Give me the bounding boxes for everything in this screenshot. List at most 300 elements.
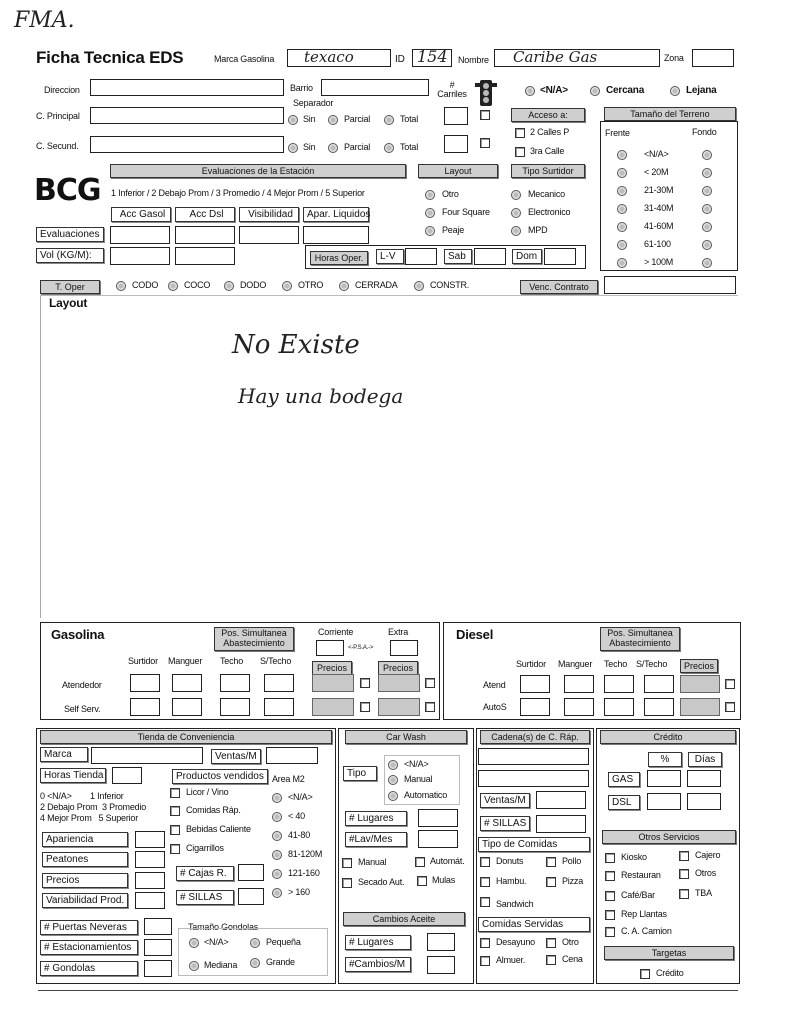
variabilidad-label: Variabilidad Prod. [42,893,128,908]
carriles-label: # Carriles [437,80,467,99]
cena-checkbox[interactable] [546,955,556,965]
gasolina-precios-header-2: Precios [378,661,418,675]
visibilidad-field[interactable] [239,226,299,244]
credito-dsl-dias-field[interactable] [687,793,721,810]
donuts-checkbox[interactable] [480,857,490,867]
vol-label: Vol (KG/M): [36,248,104,263]
gondola-na-radio[interactable] [189,938,199,948]
terreno-frente-label: Frente [605,128,630,138]
carwash-auto-label: Automatico [404,790,448,800]
licor-label: Licor / Vino [186,787,229,797]
gasolina-atendedor-precio-corriente-checkbox[interactable] [360,678,370,688]
acc-dsl-field[interactable] [175,226,235,244]
terreno-option-label: < 20M [644,167,669,177]
surtidor-mpd-radio[interactable] [511,226,521,236]
secund-total-label: Total [400,142,419,152]
credito-header: Crédito [600,730,736,744]
layout-otro-label: Otro [442,189,459,199]
proximity-cercana-label: Cercana [606,85,645,96]
vol-field-1[interactable] [110,247,170,265]
carwash-auto-radio[interactable] [388,791,398,801]
tarjeta-credito-checkbox[interactable] [640,969,650,979]
layout-four-square-label: Four Square [442,207,490,217]
gondola-na-label: <N/A> [204,937,229,947]
precios-field[interactable] [135,872,165,889]
carwash-lavmes-label: #Lav/Mes [345,832,407,847]
terreno-option-label: 61-100 [644,239,671,249]
cajero-label: Cajero [695,850,721,860]
area-option-label: > 160 [288,887,310,897]
precios-label: Precios [42,873,128,888]
tienda-ventas-field[interactable] [266,747,318,764]
bcg-logo: BCG [34,173,101,208]
oper-constr-label: CONSTR. [430,280,470,290]
carwash-lavmes-field[interactable] [418,830,458,848]
terreno-fondo-radio[interactable] [702,150,712,160]
c-secund-field[interactable] [90,136,284,153]
tienda-scale-1: 0 <N/A> 1 Inferior [40,791,124,801]
hambu-checkbox[interactable] [480,877,490,887]
gasolina-self-serv-precio-extra-field[interactable] [378,698,420,716]
carwash-lugares-label: # Lugares [345,811,407,826]
desayuno-label: Desayuno [496,937,535,947]
bottom-rule [38,990,738,991]
kiosko-label: Kiosko [621,852,647,862]
carwash-manual-checkbox[interactable] [342,858,352,868]
gasolina-self-serv-techo-field[interactable] [220,698,250,716]
c-secund-label: C. Secund. [36,141,79,151]
diesel-autos-stecho-field[interactable] [644,698,674,716]
credito-gas-pct-field[interactable] [647,770,681,787]
terreno-option-label: 21-30M [644,185,674,195]
carwash-lugares-field[interactable] [418,809,458,827]
carwash-manual-radio[interactable] [388,775,398,785]
oper-codo-radio[interactable] [116,281,126,291]
visibilidad-label: Visibilidad [239,207,299,222]
terreno-frente-radio[interactable] [617,258,627,268]
carwash-secado-label: Secado Aut. [358,877,405,887]
gasolina-stecho-label: S/Techo [260,656,292,666]
gasolina-psa-label: <-P.S.A.-> [348,645,374,651]
surtidor-electronico-label: Electronico [528,207,571,217]
venc-contrato-field[interactable] [604,276,736,294]
gasolina-self-serv-label: Self Serv. [64,704,101,714]
tienda-horas-field[interactable] [112,767,142,784]
bebidas-label: Bebidas Caliente [186,824,251,834]
acc-dsl-label: Acc Dsl [175,207,235,222]
terreno-header: Tamaño del Terreno [604,107,736,121]
gasolina-self-serv-precio-corriente-field[interactable] [312,698,354,716]
evaluaciones-scale: 1 Inferior / 2 Debajo Prom / 3 Promedio / 4 Mejor Prom / 5 Superior [111,188,365,198]
almuer-label: Almuer. [496,955,526,965]
area-radio[interactable] [272,812,282,822]
gondola-grande-label: Grande [266,957,295,967]
apar-liquidos-field[interactable] [303,226,369,244]
otros-checkbox[interactable] [679,869,689,879]
surtidor-mecanico-radio[interactable] [511,190,521,200]
nombre-field[interactable] [494,49,660,67]
principal-carriles-field[interactable] [444,107,468,125]
evaluaciones-label: Evaluaciones [36,227,104,242]
puertas-field[interactable] [144,918,172,935]
tienda-sillas-field[interactable] [238,888,264,905]
diesel-atend-label: Atend [483,680,506,690]
variabilidad-field[interactable] [135,892,165,909]
gasolina-atendedor-precio-extra-checkbox[interactable] [425,678,435,688]
principal-sin-label: Sin [303,114,316,124]
cambios-lugares-field[interactable] [427,933,455,951]
diesel-atend-techo-field[interactable] [604,675,634,693]
pollo-label: Pollo [562,856,582,866]
cajero-checkbox[interactable] [679,851,689,861]
diesel-atend-stecho-field[interactable] [644,675,674,693]
zona-field[interactable] [692,49,734,67]
principal-sin-radio[interactable] [288,115,298,125]
surtidor-mecanico-label: Mecanico [528,189,565,199]
diesel-title: Diesel [456,627,494,642]
handwritten-corner-note: FMA. [14,8,75,33]
layout-otro-radio[interactable] [425,190,435,200]
sandwich-checkbox[interactable] [480,897,490,907]
gasolina-self-serv-precio-extra-checkbox[interactable] [425,702,435,712]
vol-field-2[interactable] [175,247,235,265]
carwash-mulas-label: Mulas [432,875,456,885]
traffic-light-icon [475,78,497,108]
venc-contrato-label: Venc. Contrato [520,280,598,294]
tipo-comidas-label: Tipo de Comidas [478,837,590,852]
cadena-ventas-field[interactable] [536,791,586,809]
t-oper-label: T. Oper [40,280,100,294]
dom-field[interactable] [544,248,576,265]
tba-label: TBA [695,888,712,898]
acceso-3ra-checkbox[interactable] [515,147,525,157]
terreno-option-label: <N/A> [644,149,669,159]
proximity-na-radio[interactable] [525,86,535,96]
cafe-checkbox[interactable] [605,891,615,901]
area-option-label: <N/A> [288,792,313,802]
restauran-label: Restauran [621,870,661,880]
secund-light-checkbox[interactable] [480,138,490,148]
carwash-automat-checkbox[interactable] [415,857,425,867]
carwash-na-radio[interactable] [388,760,398,770]
id-field[interactable] [412,49,452,67]
gasolina-atendedor-precio-extra-field[interactable] [378,674,420,692]
principal-total-radio[interactable] [384,115,394,125]
lv-label: L-V [376,249,404,264]
proximity-lejana-radio[interactable] [670,86,680,96]
credito-dsl-label: DSL [608,795,640,810]
secund-sin-radio[interactable] [288,143,298,153]
gondolas-field[interactable] [144,960,172,977]
gasolina-self-serv-stecho-field[interactable] [264,698,294,716]
marca-field[interactable] [287,49,391,67]
credito-gas-label: GAS [608,772,640,787]
direccion-label: Direccion [44,85,80,95]
secund-parcial-radio[interactable] [328,143,338,153]
estacionamientos-field[interactable] [144,939,172,956]
diesel-surtidor-label: Surtidor [516,659,546,669]
carwash-automat-label: Automát. [430,856,465,866]
carwash-manual-label: Manual [404,774,433,784]
proximity-cercana-radio[interactable] [590,86,600,96]
tienda-horas-label: Horas Tienda [40,768,106,783]
layout-peaje-label: Peaje [442,225,465,235]
diesel-stecho-label: S/Techo [636,659,668,669]
carwash-manual-check-label: Manual [358,857,387,867]
diesel-autos-techo-field[interactable] [604,698,634,716]
diesel-atend-precio-field[interactable] [680,675,720,693]
tienda-header: Tienda de Conveniencia [40,730,332,744]
tienda-scale-2: 2 Debajo Prom 3 Promedio [40,802,147,812]
tarjeta-credito-label: Crédito [656,968,684,978]
layout-four-square-radio[interactable] [425,208,435,218]
proximity-lejana-label: Lejana [686,85,717,96]
c-principal-label: C. Principal [36,111,80,121]
cambios-mes-field[interactable] [427,956,455,974]
credito-dias-label: Días [688,752,722,767]
oper-coco-label: COCO [184,280,211,290]
terreno-option-label: > 100M [644,257,674,267]
area-option-label: 81-120M [288,849,323,859]
marca-label: Marca Gasolina [214,54,275,64]
gasolina-atendedor-stecho-field[interactable] [264,674,294,692]
acceso-3ra-label: 3ra Calle [530,146,565,156]
cambios-aceite-header: Cambios Aceite [343,912,465,926]
credito-gas-dias-field[interactable] [687,770,721,787]
bebidas-checkbox[interactable] [170,825,180,835]
c-principal-field[interactable] [90,107,284,124]
comidas-rap-label: Comidas Ráp. [186,805,241,815]
secund-carriles-field[interactable] [444,135,468,153]
diesel-autos-manguer-field[interactable] [564,698,594,716]
layout-area-title: Layout [49,296,88,310]
secund-sin-label: Sin [303,142,316,152]
diesel-atend-surtidor-field[interactable] [520,675,550,693]
oper-coco-radio[interactable] [168,281,178,291]
gasolina-self-serv-manguer-field[interactable] [172,698,202,716]
area-option-label: 121-160 [288,868,320,878]
terreno-frente-radio[interactable] [617,186,627,196]
carwash-secado-checkbox[interactable] [342,878,352,888]
cambios-lugares-label: # Lugares [345,935,411,950]
pizza-label: Pizza [562,876,584,886]
cajas-label: # Cajas R. [176,866,234,881]
layout-note-line2: Hay una bodega [238,384,404,408]
licor-checkbox[interactable] [170,788,180,798]
gasolina-self-serv-surtidor-field[interactable] [130,698,160,716]
diesel-autos-label: AutoS [483,702,507,712]
hambu-label: Hambu. [496,876,527,886]
sab-label: Sab [444,249,472,264]
terreno-frente-radio[interactable] [617,240,627,250]
pollo-checkbox[interactable] [546,857,556,867]
ca-camion-checkbox[interactable] [605,927,615,937]
tienda-ventas-label: Ventas/M [211,749,261,764]
otros-servicios-header: Otros Servicios [602,830,736,844]
terreno-fondo-label: Fondo [692,127,717,137]
apariencia-field[interactable] [135,831,165,848]
acc-gasol-field[interactable] [110,226,170,244]
rep-llantas-checkbox[interactable] [605,910,615,920]
tamano-gondolas-label: Tamaño Gondolas [188,922,259,932]
area-m2-label: Area M2 [272,774,305,784]
layout-peaje-radio[interactable] [425,226,435,236]
tba-checkbox[interactable] [679,889,689,899]
tienda-marca-field[interactable] [91,747,203,764]
diesel-autos-precio-checkbox[interactable] [725,702,735,712]
comidas-rap-checkbox[interactable] [170,806,180,816]
gasolina-atendedor-surtidor-field[interactable] [130,674,160,692]
pizza-checkbox[interactable] [546,877,556,887]
evaluaciones-header: Evaluaciones de la Estación [110,164,406,178]
gasolina-atendedor-techo-field[interactable] [220,674,250,692]
diesel-autos-precio-field[interactable] [680,698,720,716]
area-radio[interactable] [272,869,282,879]
gasolina-manguer-label: Manguer [168,656,203,666]
carwash-mulas-checkbox[interactable] [417,876,427,886]
nombre-value: Caribe Gas [513,48,598,66]
terreno-fondo-radio[interactable] [702,258,712,268]
otros-label: Otros [695,868,717,878]
tienda-scale-3: 4 Mejor Prom 5 Superior [40,813,139,823]
layout-area[interactable] [40,295,738,618]
area-radio[interactable] [272,850,282,860]
gondola-pequena-label: Pequeña [266,937,301,947]
cadena-sillas-label: # SILLAS [480,816,530,831]
terreno-fondo-radio[interactable] [702,240,712,250]
horas-oper-label: Horas Oper. [310,251,368,265]
peatones-label: Peatones [42,852,128,867]
diesel-techo-label: Techo [604,659,628,669]
diesel-pos-sim: Pos. Simultanea Abastecimiento [600,627,680,651]
gasolina-atendedor-precio-corriente-field[interactable] [312,674,354,692]
restauran-checkbox[interactable] [605,871,615,881]
terreno-fondo-radio[interactable] [702,186,712,196]
barrio-label: Barrio [290,83,313,93]
diesel-atend-precio-checkbox[interactable] [725,679,735,689]
cadena-otro-checkbox[interactable] [546,938,556,948]
principal-light-checkbox[interactable] [480,110,490,120]
oper-dodo-label: DODO [240,280,267,290]
layout-type-header: Layout [418,164,498,178]
terreno-fondo-radio[interactable] [702,168,712,178]
peatones-field[interactable] [135,851,165,868]
gasolina-surtidor-label: Surtidor [128,656,158,666]
secund-parcial-label: Parcial [344,142,371,152]
almuer-checkbox[interactable] [480,956,490,966]
rep-llantas-label: Rep Llantas [621,909,667,919]
gasolina-corriente-field[interactable] [316,640,344,656]
tarjetas-header: Targetas [604,946,734,960]
area-radio[interactable] [272,831,282,841]
cajas-field[interactable] [238,864,264,881]
secund-total-radio[interactable] [384,143,394,153]
terreno-frente-radio[interactable] [617,222,627,232]
oper-otro-radio[interactable] [282,281,292,291]
diesel-precios-header: Precios [680,659,718,673]
gondola-pequena-radio[interactable] [250,938,260,948]
gondolas-size-box [178,928,328,976]
area-radio[interactable] [272,793,282,803]
gondola-grande-radio[interactable] [250,958,260,968]
acceso-header: Acceso a: [511,108,585,122]
gasolina-extra-field[interactable] [390,640,418,656]
cafe-label: Café/Bar [621,890,655,900]
credito-pct-label: % [648,752,682,767]
credito-dsl-pct-field[interactable] [647,793,681,810]
cigarrillos-label: Cigarrillos [186,843,224,853]
gondola-mediana-radio[interactable] [189,961,199,971]
oper-otro-label: OTRO [298,280,324,290]
gasolina-precios-header-1: Precios [312,661,352,675]
oper-constr-radio[interactable] [414,281,424,291]
oper-codo-label: CODO [132,280,159,290]
terreno-frente-radio[interactable] [617,204,627,214]
diesel-autos-surtidor-field[interactable] [520,698,550,716]
area-radio[interactable] [272,888,282,898]
diesel-manguer-label: Manguer [558,659,593,669]
cadena-ventas-label: Ventas/M [480,793,530,808]
acceso-2calles-checkbox[interactable] [515,128,525,138]
terreno-frente-radio[interactable] [617,150,627,160]
cigarrillos-checkbox[interactable] [170,844,180,854]
terreno-fondo-radio[interactable] [702,222,712,232]
sab-field[interactable] [474,248,506,265]
principal-parcial-label: Parcial [344,114,371,124]
surtidor-header: Tipo Surtidor [511,164,585,178]
gasolina-extra-label: Extra [388,627,409,637]
gasolina-atendedor-label: Atendedor [62,680,102,690]
gasolina-techo-label: Techo [220,656,244,666]
kiosko-checkbox[interactable] [605,853,615,863]
direccion-field[interactable] [90,79,284,96]
cadena-sillas-field[interactable] [536,815,586,833]
gasolina-title: Gasolina [51,627,105,642]
oper-cerrada-radio[interactable] [339,281,349,291]
desayuno-checkbox[interactable] [480,938,490,948]
carwash-na-label: <N/A> [404,759,429,769]
terreno-frente-radio[interactable] [617,168,627,178]
acceso-2calles-label: 2 Calles P [530,127,570,137]
tienda-sillas-label: # SILLAS [176,890,234,905]
terreno-fondo-radio[interactable] [702,204,712,214]
dom-label: Dom [512,249,542,264]
puertas-label: # Puertas Neveras [40,920,138,935]
cambios-mes-label: #Cambios/M [345,957,411,972]
principal-parcial-radio[interactable] [328,115,338,125]
donuts-label: Donuts [496,856,524,866]
cadena-field-1[interactable] [478,748,589,765]
surtidor-electronico-radio[interactable] [511,208,521,218]
cadena-otro-label: Otro [562,937,579,947]
area-option-label: < 40 [288,811,305,821]
diesel-atend-manguer-field[interactable] [564,675,594,693]
nombre-label: Nombre [458,55,489,65]
apar-liquidos-label: Apar. Liquidos [303,207,369,222]
oper-dodo-radio[interactable] [224,281,234,291]
form-title: Ficha Tecnica EDS [36,48,184,67]
gasolina-atendedor-manguer-field[interactable] [172,674,202,692]
cadena-header: Cadena(s) de C. Ráp. [480,730,590,744]
ca-camion-label: C. A. Camion [621,926,672,936]
gondola-mediana-label: Mediana [204,960,238,970]
barrio-field[interactable] [321,79,429,96]
lv-field[interactable] [405,248,437,265]
tienda-marca-label: Marca [40,747,88,762]
gasolina-self-serv-precio-corriente-checkbox[interactable] [360,702,370,712]
cadena-field-2[interactable] [478,770,589,787]
productos-vendidos-label: Productos vendidos [172,769,268,784]
